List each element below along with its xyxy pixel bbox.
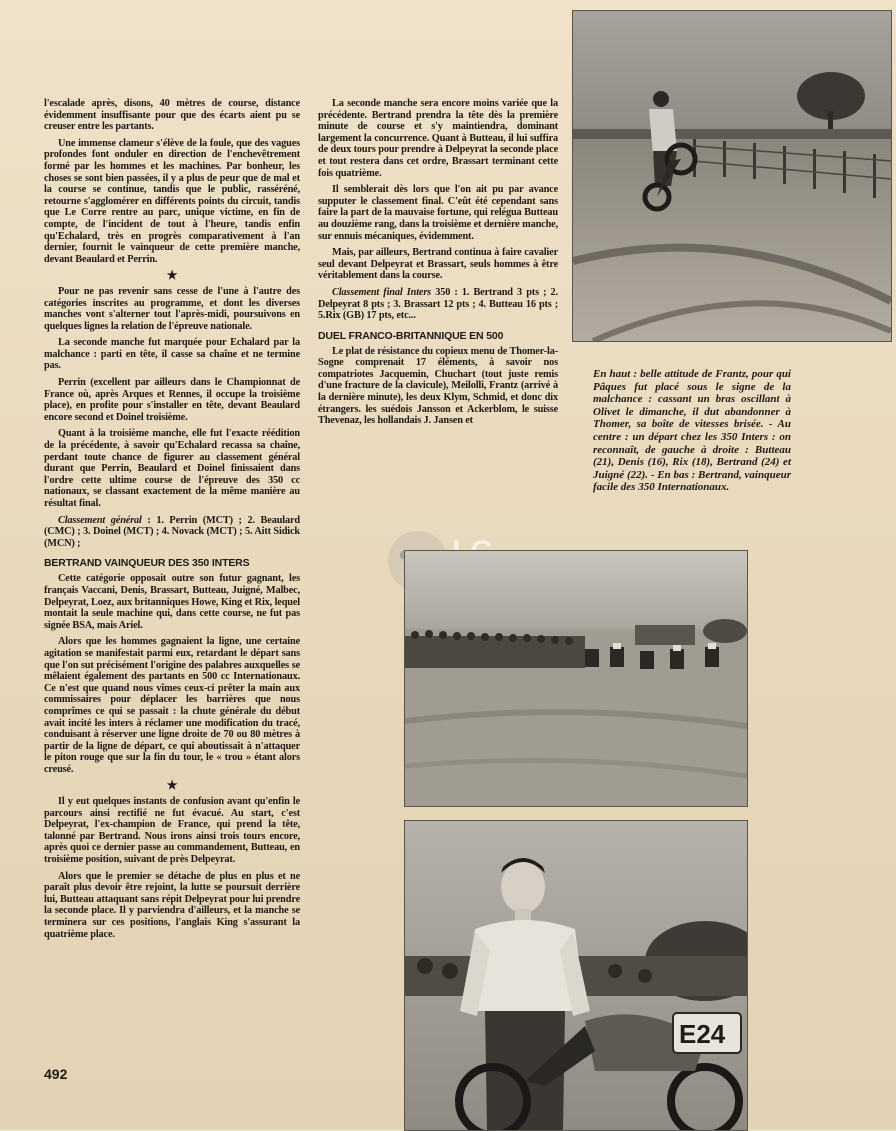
classement-text: : 1. Perrin (MCT) ; 2. Beaulard (CMC) ; 3. Doinel (MCT) ; 4. Novack (MCT) ; 5. Aitt Sidick (MCN) ; xyxy=(44,514,300,549)
photo-bertrand-winner xyxy=(404,820,748,1131)
photo-start-image xyxy=(405,551,747,806)
separator-star-icon: ★ xyxy=(166,268,178,283)
paragraph: Une immense clameur s'élève de la foule, que des vagues profondes font onduler en direction de l'enchevêtrement formé par les hommes et les machines. Par bonheur, les choses se sont bien passées, il y a plus de peur que de mal et la course se continue, tandis que le public, rasséréné, retourne s'agglomérer en différents points du circuit, tandis que Le Corre rentre au parc, unique victime, en fin de compte, de l'incident de tout à l'heure, tandis enfin qu'Echalard, très en progrès comparativement à l'an dernier, fournit le vainqueur de cette première manche, devant Beaulard et Perrin. xyxy=(44,137,300,265)
photo-frantz-wheelie xyxy=(572,10,892,342)
photo-frantz-image xyxy=(573,11,891,341)
column-middle xyxy=(318,98,558,432)
paragraph: Pour ne pas revenir sans cesse de l'une à l'autre des catégories inscrites au programme, et dont les diverses manches vont s'alterner tout l'après-midi, poursuivons en quelques lignes la relation de l'épreuve nationale. xyxy=(44,285,300,332)
photo-caption: En haut : belle attitude de Frantz, pour qui Pâques fut placé sous le signe de la malchance : cassant un bras oscillant à Olivet le dimanche, il dut abandonner à Thomer, sa boîte de vitesses brisée. - Au centre : un départ chez les 350 Inters : on reconnaît, de gauche à droite : Butteau (21), Denis (16), Rix (18), Bertrand (24) et Juigné (22). - En bas : Bertrand, vainqueur facile des 350 Internationaux. xyxy=(593,368,791,494)
paragraph: l'escalade après, disons, 40 mètres de course, distance évidemment insuffisante pour que des écarts aient pu se creuser entre les partants. xyxy=(44,98,300,133)
photo-bertrand-image xyxy=(405,821,747,1130)
column-left xyxy=(44,98,300,945)
paragraph: Il semblerait dès lors que l'on ait pu par avance supputer le classement final. C'eût été cependant sans faire la part de la mauvaise fortune, qui relégua Butteau au douzième rang, dans la troisième et dernière manche, sur ennuis mécaniques, évidemment. xyxy=(318,184,558,242)
paragraph: Il y eut quelques instants de confusion avant qu'enfin le parcours ainsi rectifié ne fut évacué. Au start, c'est Delpeyrat, l'ex-champion de France, qui prend la tête, talonné par Bertrand. Nous irons ainsi trois tours encore, après quoi ce dernier passe au commandement, Butteau, en troisième position, suivant de près Delpeyrat. xyxy=(44,796,300,866)
paragraph: Quant à la troisième manche, elle fut l'exacte réédition de la précédente, à savoir qu'Echalard recassa sa chaîne, perdant toute chance de figurer au classement général durant que Perrin, Beaulard et Doinel finissaient dans l'ordre cette ultime course de l'épreuve des 350 cc nationaux, se classant exactement de la même manière au résultat final. xyxy=(44,428,300,509)
section-heading: BERTRAND VAINQUEUR DES 350 INTERS xyxy=(44,557,250,570)
section-heading: DUEL FRANCO-BRITANNIQUE EN 500 xyxy=(318,329,504,342)
classement-final xyxy=(318,287,558,322)
classement-label: Classement général xyxy=(58,514,142,526)
paragraph: La seconde manche sera encore moins variée que la précédente. Bertrand prendra la tête dès la première minute de course et s'y maintiendra, dominant largement la concurrence. Quant à Butteau, il lui suffira de deux tours pour prendre à Delpeyrat la seconde place et tout restera dans cet ordre, Brassart terminant cette fois quatrième. xyxy=(318,98,558,179)
paragraph: Cette catégorie opposait outre son futur gagnant, les français Vaccani, Denis, Brassart, Butteau, Juigné, Malbec, Delpeyrat, Loez, aux britanniques Howe, King et Rix, lequel montait la seule machine qui, dans cette course, ne fut pas signée BSA, mais Ariel. xyxy=(44,573,300,631)
paragraph: Mais, par ailleurs, Bertrand continua à faire cavalier seul devant Delpeyrat et Brassart, seuls hommes à être véritablement dans la course. xyxy=(318,247,558,282)
paragraph: Alors que les hommes gagnaient la ligne, une certaine agitation se manifestait parmi eux, retardant le départ sans que l'on sut précisément l'origine des palabres auxquelles se mêlaient également des partants en 500 cc Internationaux. Ce n'est que quand nous vîmes ceux-ci prêter la main aux commissaires pour déplacer les barrières que nous comprîmes ce qui se passait : la chute générale du début avait incité les inters à réclamer une modification du tracé, conduisant à réserver une ligne droite de 70 ou 80 mètres à partir de la ligne de départ, ce qui aboutissait à n'attaquer le piton rouge que sur la fin du tour, le « trou » étant alors creusé. xyxy=(44,636,300,775)
paragraph: La seconde manche fut marquée pour Echalard par la malchance : parti en tête, il casse sa chaîne et ne termine pas. xyxy=(44,337,300,372)
paragraph: Perrin (excellent par ailleurs dans le Championnat de France où, après Arques et Rennes, il occupe la troisième place), en profite pour s'installer en tête, devant Beaulard encore second et Doinel troisième. xyxy=(44,377,300,423)
separator-star-icon: ★ xyxy=(166,778,178,793)
classement-label: Classement final Inters xyxy=(332,286,432,298)
bike-number-plate: E24 xyxy=(679,1019,726,1049)
classement-text: 350 : 1. Bertrand 3 pts ; 2. Delpeyrat 8 pts ; 3. Brassart 12 pts ; 4. Butteau 16 pts ; 5.Rix (GB) 17 pts, etc... xyxy=(318,286,558,322)
photo-350-inters-start xyxy=(404,550,748,807)
paragraph: Alors que le premier se détache de plus en plus et ne paraît plus devoir être rejoint, la lutte se poursuit derrière lui, Butteau attaquant sans répit Delpeyrat pour lui prendre la seconde place. Il y parviendra d'ailleurs, et la manche se terminera sur ces positions, l'anglais King s'assurant la quatrième place. xyxy=(44,870,300,940)
paragraph: Le plat de résistance du copieux menu de Thomer-la-Sogne comprenait 17 éléments, à savoir nos compatriotes Jacquemin, Chuchart (tout juste remis d'une fracture de la clavicule), Meilolli, Frantz (arrivé à la dernière minute), les deux Klym, Schmid, et donc dix étrangers. les suédois Jansson et Ackerblom, le suisse Thevenaz, les hollandais J. Jansen et xyxy=(318,345,558,427)
page-number: 492 xyxy=(44,1066,68,1082)
classement-general xyxy=(44,515,300,550)
